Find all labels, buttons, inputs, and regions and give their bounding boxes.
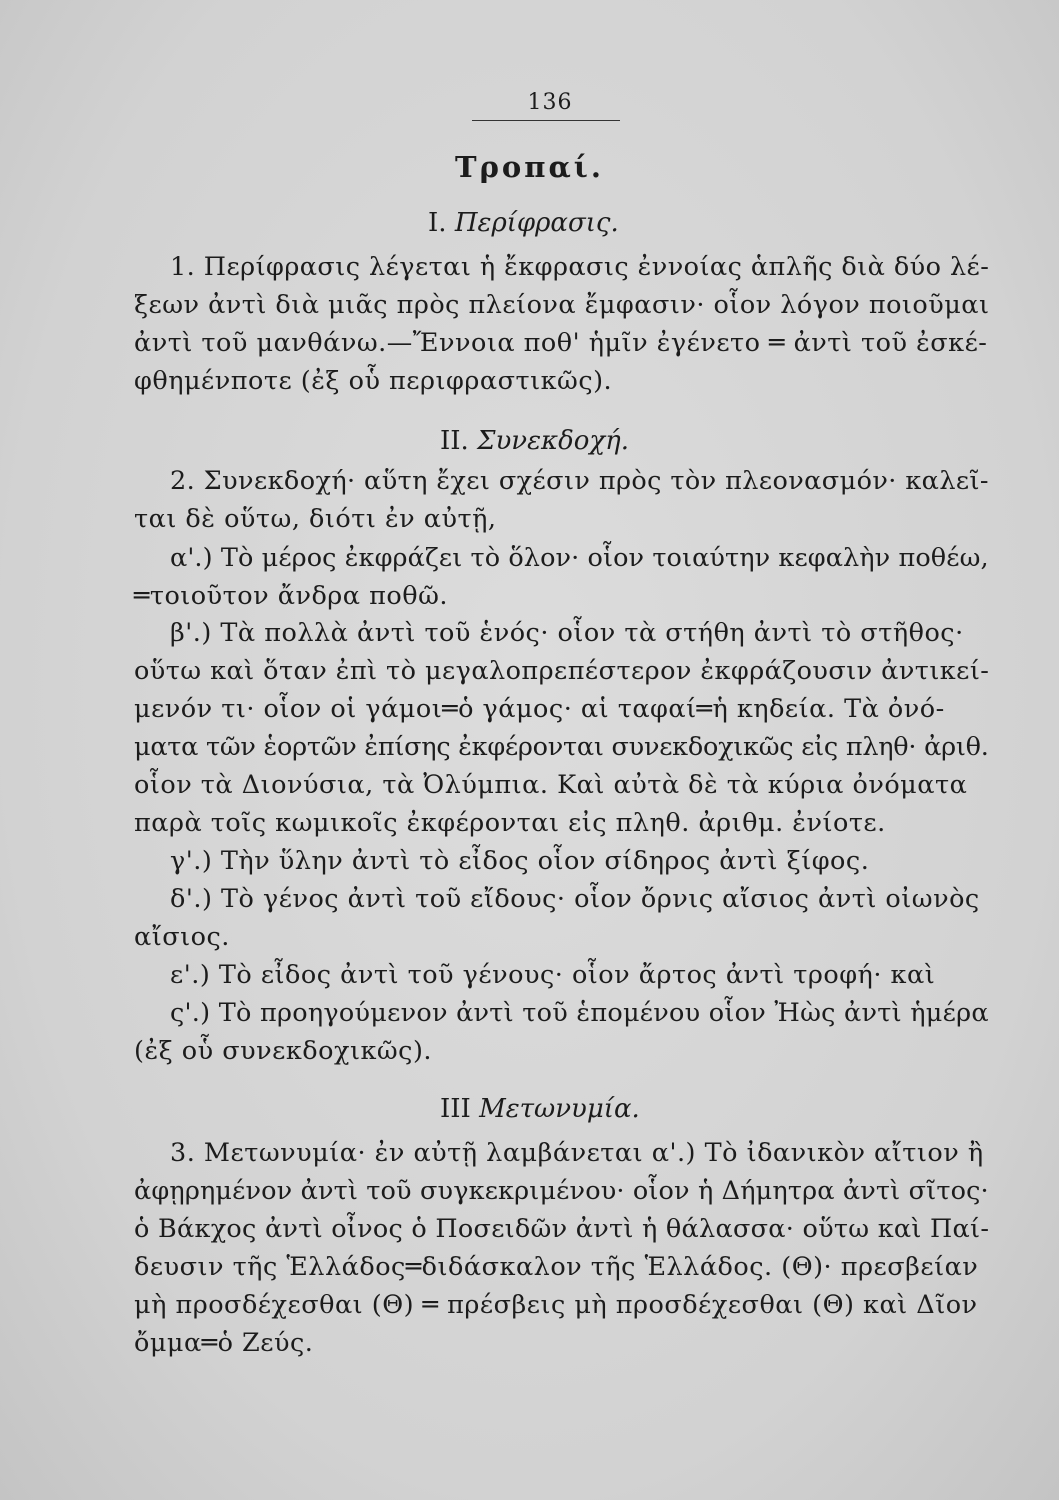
text-line: β'.) Τὰ πολλὰ ἀντὶ τοῦ ἑνός· οἷον τὰ στήθη ἀντὶ τὸ στῆθος· (170, 618, 964, 648)
text-line: φθημένποτε (ἐξ οὗ περιφραστικῶς). (134, 366, 613, 396)
text-line: μὴ προσδέχεσθαι (Θ) ═ πρέσβεις μὴ προσδέχεσθαι (Θ) καὶ Δῖον (134, 1290, 978, 1320)
section-name: Συνεκδοχή. (477, 426, 629, 456)
text-line: (ἐξ οὗ συνεκδοχικῶς). (134, 1036, 433, 1066)
text-line: ἀφῃρημένον ἀντὶ τοῦ συγκεκριμένου· οἷον ἡ Δήμητρα ἀντὶ σῖτος· (134, 1176, 989, 1206)
text-line: 1. Περίφρασις λέγεται ἡ ἔκφρασις ἐννοίας ἁπλῆς διὰ δύο λέ- (170, 252, 990, 282)
section-name: Μετωνυμία. (479, 1094, 640, 1124)
text-line: δευσιν τῆς Ἑλλάδος═διδάσκαλον τῆς Ἑλλάδος. (Θ)· πρεσβείαν (134, 1252, 979, 1282)
text-line: ξεων ἀντὶ διὰ μιᾶς πρὸς πλείονα ἔμφασιν· οἷον λόγον ποιοῦμαι (134, 290, 990, 320)
text-line: ὄμμα═ὁ Ζεύς. (134, 1328, 314, 1358)
text-line: μενόν τι· οἷον οἱ γάμοι═ὁ γάμος· αἱ ταφαί═ἡ κηδεία. Τὰ ὀνό- (134, 694, 945, 724)
text-line: παρὰ τοῖς κωμικοῖς ἐκφέρονται εἰς πληθ. ἀριθμ. ἐνίοτε. (134, 808, 886, 838)
text-line: οὕτω καὶ ὅταν ἐπὶ τὸ μεγαλοπρεπέστερον ἐκφράζουσιν ἀντικεί- (134, 656, 990, 686)
text-line: οἷον τὰ Διονύσια, τὰ Ὀλύμπια. Καὶ αὐτὰ δὲ τὰ κύρια ὀνόματα (134, 770, 968, 800)
text-line: 3. Μετωνυμία· ἐν αὐτῇ λαμβάνεται α'.) Τὸ ἰδανικὸν αἴτιον ἢ (170, 1138, 984, 1168)
section-number: III (440, 1094, 471, 1124)
section-name: Περίφρασις. (454, 208, 619, 238)
text-line: 2. Συνεκδοχή· αὕτη ἔχει σχέσιν πρὸς τὸν πλεονασμόν· καλεῖ- (170, 466, 989, 496)
text-line: ε'.) Τὸ εἶδος ἀντὶ τοῦ γένους· οἷον ἄρτος ἀντὶ τροφή· καὶ (170, 960, 936, 990)
section-heading-2 (440, 426, 629, 456)
text-line: α'.) Τὸ μέρος ἐκφράζει τὸ ὅλον· οἷον τοιαύτην κεφαλὴν ποθέω, (170, 543, 989, 573)
section-number: II. (440, 426, 469, 456)
header-rule (472, 120, 620, 121)
text-line: ς'.) Τὸ προηγούμενον ἀντὶ τοῦ ἑπομένου οἷον Ἠὼς ἀντὶ ἡμέρα (170, 998, 989, 1028)
section-heading-3 (440, 1094, 640, 1124)
text-line: αἴσιος. (134, 922, 230, 952)
text-line: ═τοιοῦτον ἄνδρα ποθῶ. (134, 581, 448, 611)
section-heading-1 (428, 208, 619, 238)
page-title: Τροπαί. (455, 150, 604, 184)
text-line: δ'.) Τὸ γένος ἀντὶ τοῦ εἴδους· οἷον ὄρνις αἴσιος ἀντὶ οἰωνὸς (170, 884, 980, 914)
section-number: I. (428, 208, 447, 238)
text-line: ἀντὶ τοῦ μανθάνω.—Ἔννοια ποθ' ἡμῖν ἐγένετο ═ ἀντὶ τοῦ ἐσκέ- (134, 328, 988, 358)
page-number: 136 (527, 90, 573, 115)
text-line: ὁ Βάκχος ἀντὶ οἶνος ὁ Ποσειδῶν ἀντὶ ἡ θάλασσα· οὕτω καὶ Παί- (134, 1214, 990, 1244)
text-line: ται δὲ οὕτω, διότι ἐν αὐτῇ, (134, 504, 497, 534)
text-line: γ'.) Τὴν ὕλην ἀντὶ τὸ εἶδος οἷον σίδηρος ἀντὶ ξίφος. (170, 846, 870, 876)
text-line: ματα τῶν ἑορτῶν ἐπίσης ἐκφέρονται συνεκδοχικῶς εἰς πληθ· ἀριθ. (134, 732, 989, 762)
